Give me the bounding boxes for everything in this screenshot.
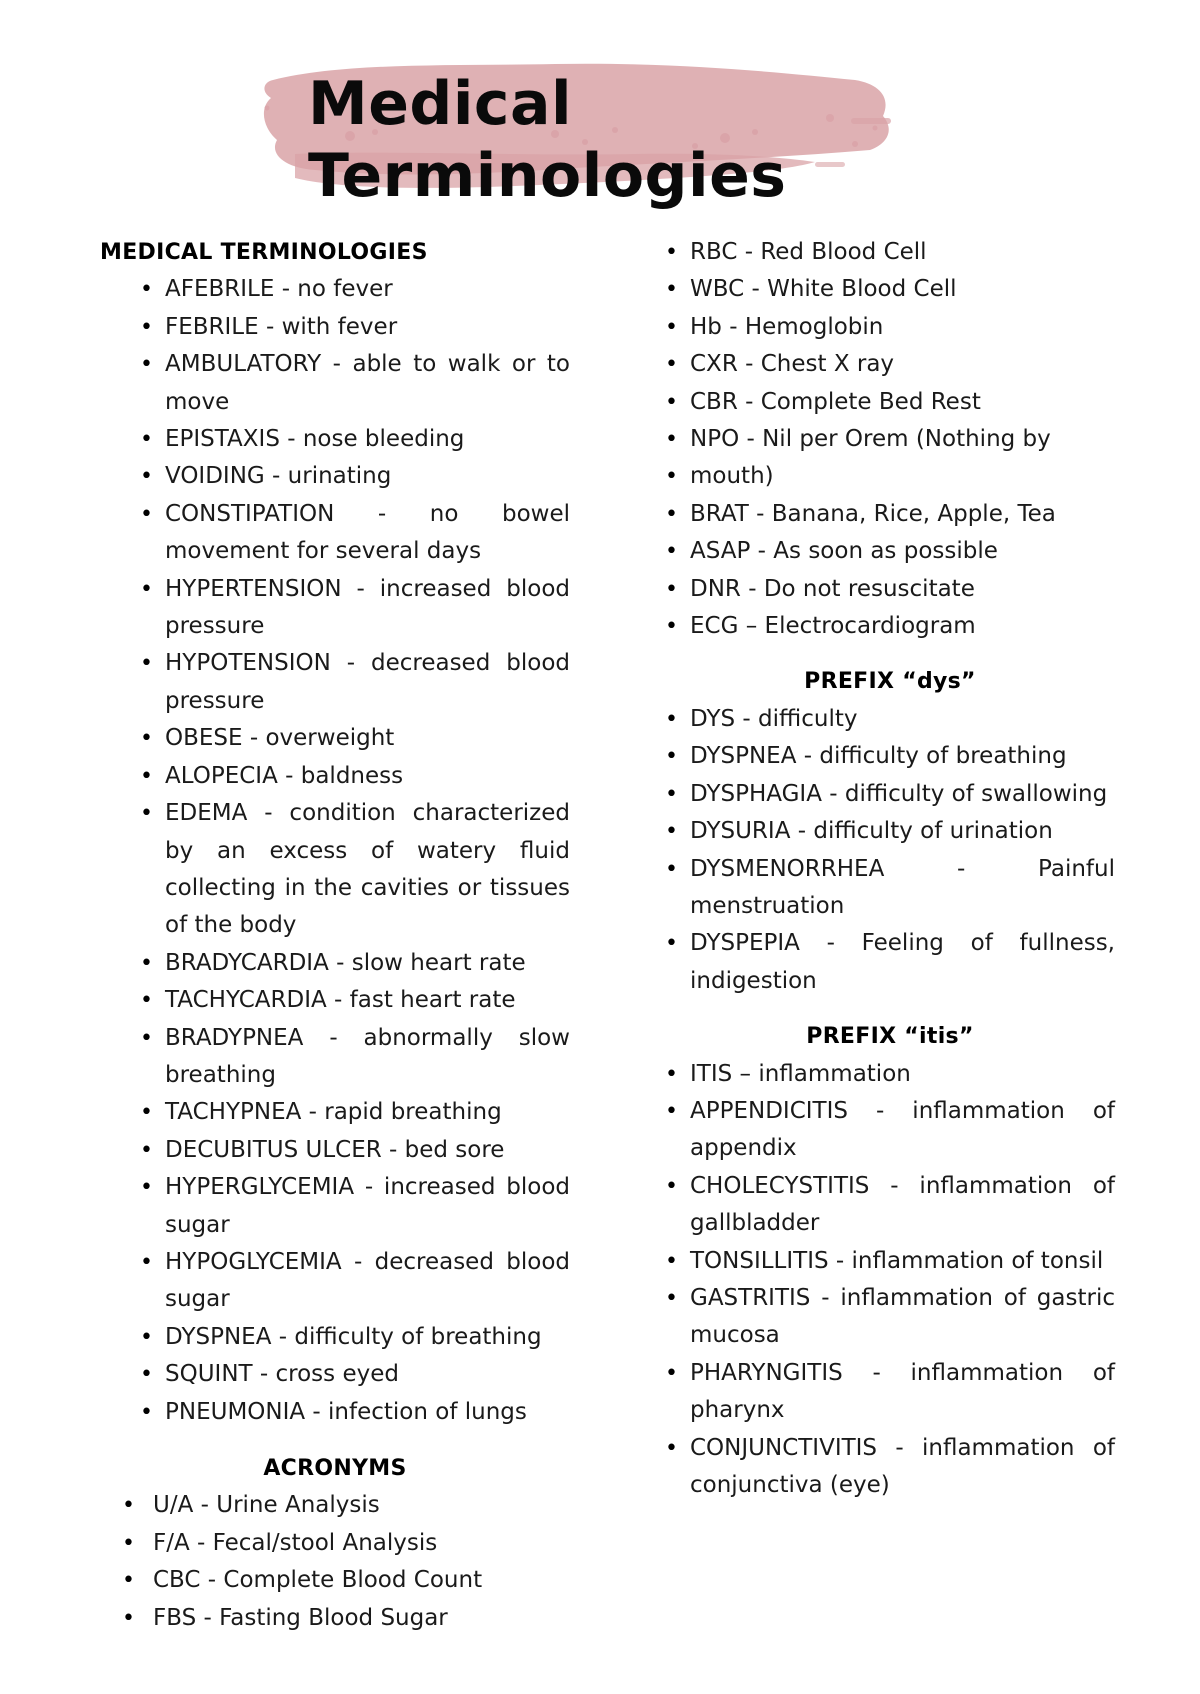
list-item: • CONJUNCTIVITIS - inflammation of conjunctiva (eye)	[665, 1430, 1115, 1505]
list-item: • DYSPHAGIA - difficulty of swallowing	[665, 776, 1115, 813]
list-item: • PHARYNGITIS - inflammation of pharynx	[665, 1355, 1115, 1430]
section-gap	[100, 1431, 570, 1450]
list-item: • DYSPNEA - difficulty of breathing	[665, 738, 1115, 775]
section-gap	[665, 645, 1115, 663]
list-item: • CBR - Complete Bed Rest	[665, 384, 1115, 421]
list-item: • BRAT - Banana, Rice, Apple, Tea	[665, 496, 1115, 533]
list-item: • CONSTIPATION - no bowel movement for several days	[100, 496, 570, 571]
list-item: • DYSURIA - difficulty of urination	[665, 813, 1115, 850]
list-item: • HYPOTENSION - decreased blood pressure	[100, 645, 570, 720]
page-title	[308, 68, 786, 212]
list-item: • ECG – Electrocardiogram	[665, 608, 1115, 645]
list-item: • AFEBRILE - no fever	[100, 271, 570, 308]
list-item: • RBC - Red Blood Cell	[665, 234, 1115, 271]
page-header	[0, 0, 1200, 230]
prefix-dys-list	[665, 701, 1115, 1000]
list-item: • VOIDING - urinating	[100, 458, 570, 495]
list-item: • ASAP - As soon as possible	[665, 533, 1115, 570]
list-item: • CXR - Chest X ray	[665, 346, 1115, 383]
list-item: • NPO - Nil per Orem (Nothing by	[665, 421, 1115, 458]
list-item: • HYPOGLYCEMIA - decreased blood sugar	[100, 1244, 570, 1319]
left-column	[100, 234, 570, 1637]
list-item: • SQUINT - cross eyed	[100, 1356, 570, 1393]
list-item: • BRADYCARDIA - slow heart rate	[100, 945, 570, 982]
list-item: • Hb - Hemoglobin	[665, 309, 1115, 346]
prefix-itis-list	[665, 1056, 1115, 1505]
list-item: • FEBRILE - with fever	[100, 309, 570, 346]
list-item: • TACHYPNEA - rapid breathing	[100, 1094, 570, 1131]
list-item: • AMBULATORY - able to walk or to move	[100, 346, 570, 421]
terminology-list	[100, 271, 570, 1431]
list-item: • WBC - White Blood Cell	[665, 271, 1115, 308]
section-gap	[665, 1000, 1115, 1018]
section-heading-acronyms: ACRONYMS	[263, 1456, 407, 1481]
list-item: • HYPERGLYCEMIA - increased blood sugar	[100, 1169, 570, 1244]
list-item: • TACHYCARDIA - fast heart rate	[100, 982, 570, 1019]
list-item: • CBC - Complete Blood Count	[100, 1562, 570, 1599]
list-item: • mouth)	[665, 458, 1115, 495]
list-item: • DYSPEPIA - Feeling of fullness, indigestion	[665, 925, 1115, 1000]
list-item: • U/A - Urine Analysis	[100, 1487, 570, 1524]
list-item: • FBS - Fasting Blood Sugar	[100, 1600, 570, 1637]
list-item: • ITIS – inflammation	[665, 1056, 1115, 1093]
list-item: • GASTRITIS - inflammation of gastric mucosa	[665, 1280, 1115, 1355]
title-line-2: Terminologies	[308, 141, 787, 211]
list-item: • HYPERTENSION - increased blood pressure	[100, 571, 570, 646]
list-item: • PNEUMONIA - infection of lungs	[100, 1394, 570, 1431]
section-heading-prefix-itis: PREFIX “itis”	[806, 1024, 974, 1050]
list-item: • DYSMENORRHEA - Painful menstruation	[665, 851, 1115, 926]
list-item: • DYS - difficulty	[665, 701, 1115, 738]
list-item: • CHOLECYSTITIS - inflammation of gallbladder	[665, 1168, 1115, 1243]
list-item: • ALOPECIA - baldness	[100, 758, 570, 795]
right-column	[665, 234, 1115, 1504]
list-item: • EPISTAXIS - nose bleeding	[100, 421, 570, 458]
section-heading-prefix-dys: PREFIX “dys”	[804, 669, 976, 695]
list-item: • APPENDICITIS - inflammation of appendix	[665, 1093, 1115, 1168]
acronym-list-continued	[665, 234, 1115, 645]
list-item: • BRADYPNEA - abnormally slow breathing	[100, 1020, 570, 1095]
section-heading-medical-terminologies: MEDICAL TERMINOLOGIES	[100, 240, 428, 265]
list-item: • F/A - Fecal/stool Analysis	[100, 1525, 570, 1562]
list-item: • DNR - Do not resuscitate	[665, 571, 1115, 608]
acronym-list	[100, 1487, 570, 1637]
title-line-1: Medical	[308, 69, 573, 139]
list-item: • OBESE - overweight	[100, 720, 570, 757]
list-item: • TONSILLITIS - inflammation of tonsil	[665, 1243, 1115, 1280]
list-item: • DYSPNEA - difficulty of breathing	[100, 1319, 570, 1356]
list-item: • EDEMA - condition characterized by an excess of watery fluid collecting in the cavities or tissues of the body	[100, 795, 570, 945]
list-item: • DECUBITUS ULCER - bed sore	[100, 1132, 570, 1169]
